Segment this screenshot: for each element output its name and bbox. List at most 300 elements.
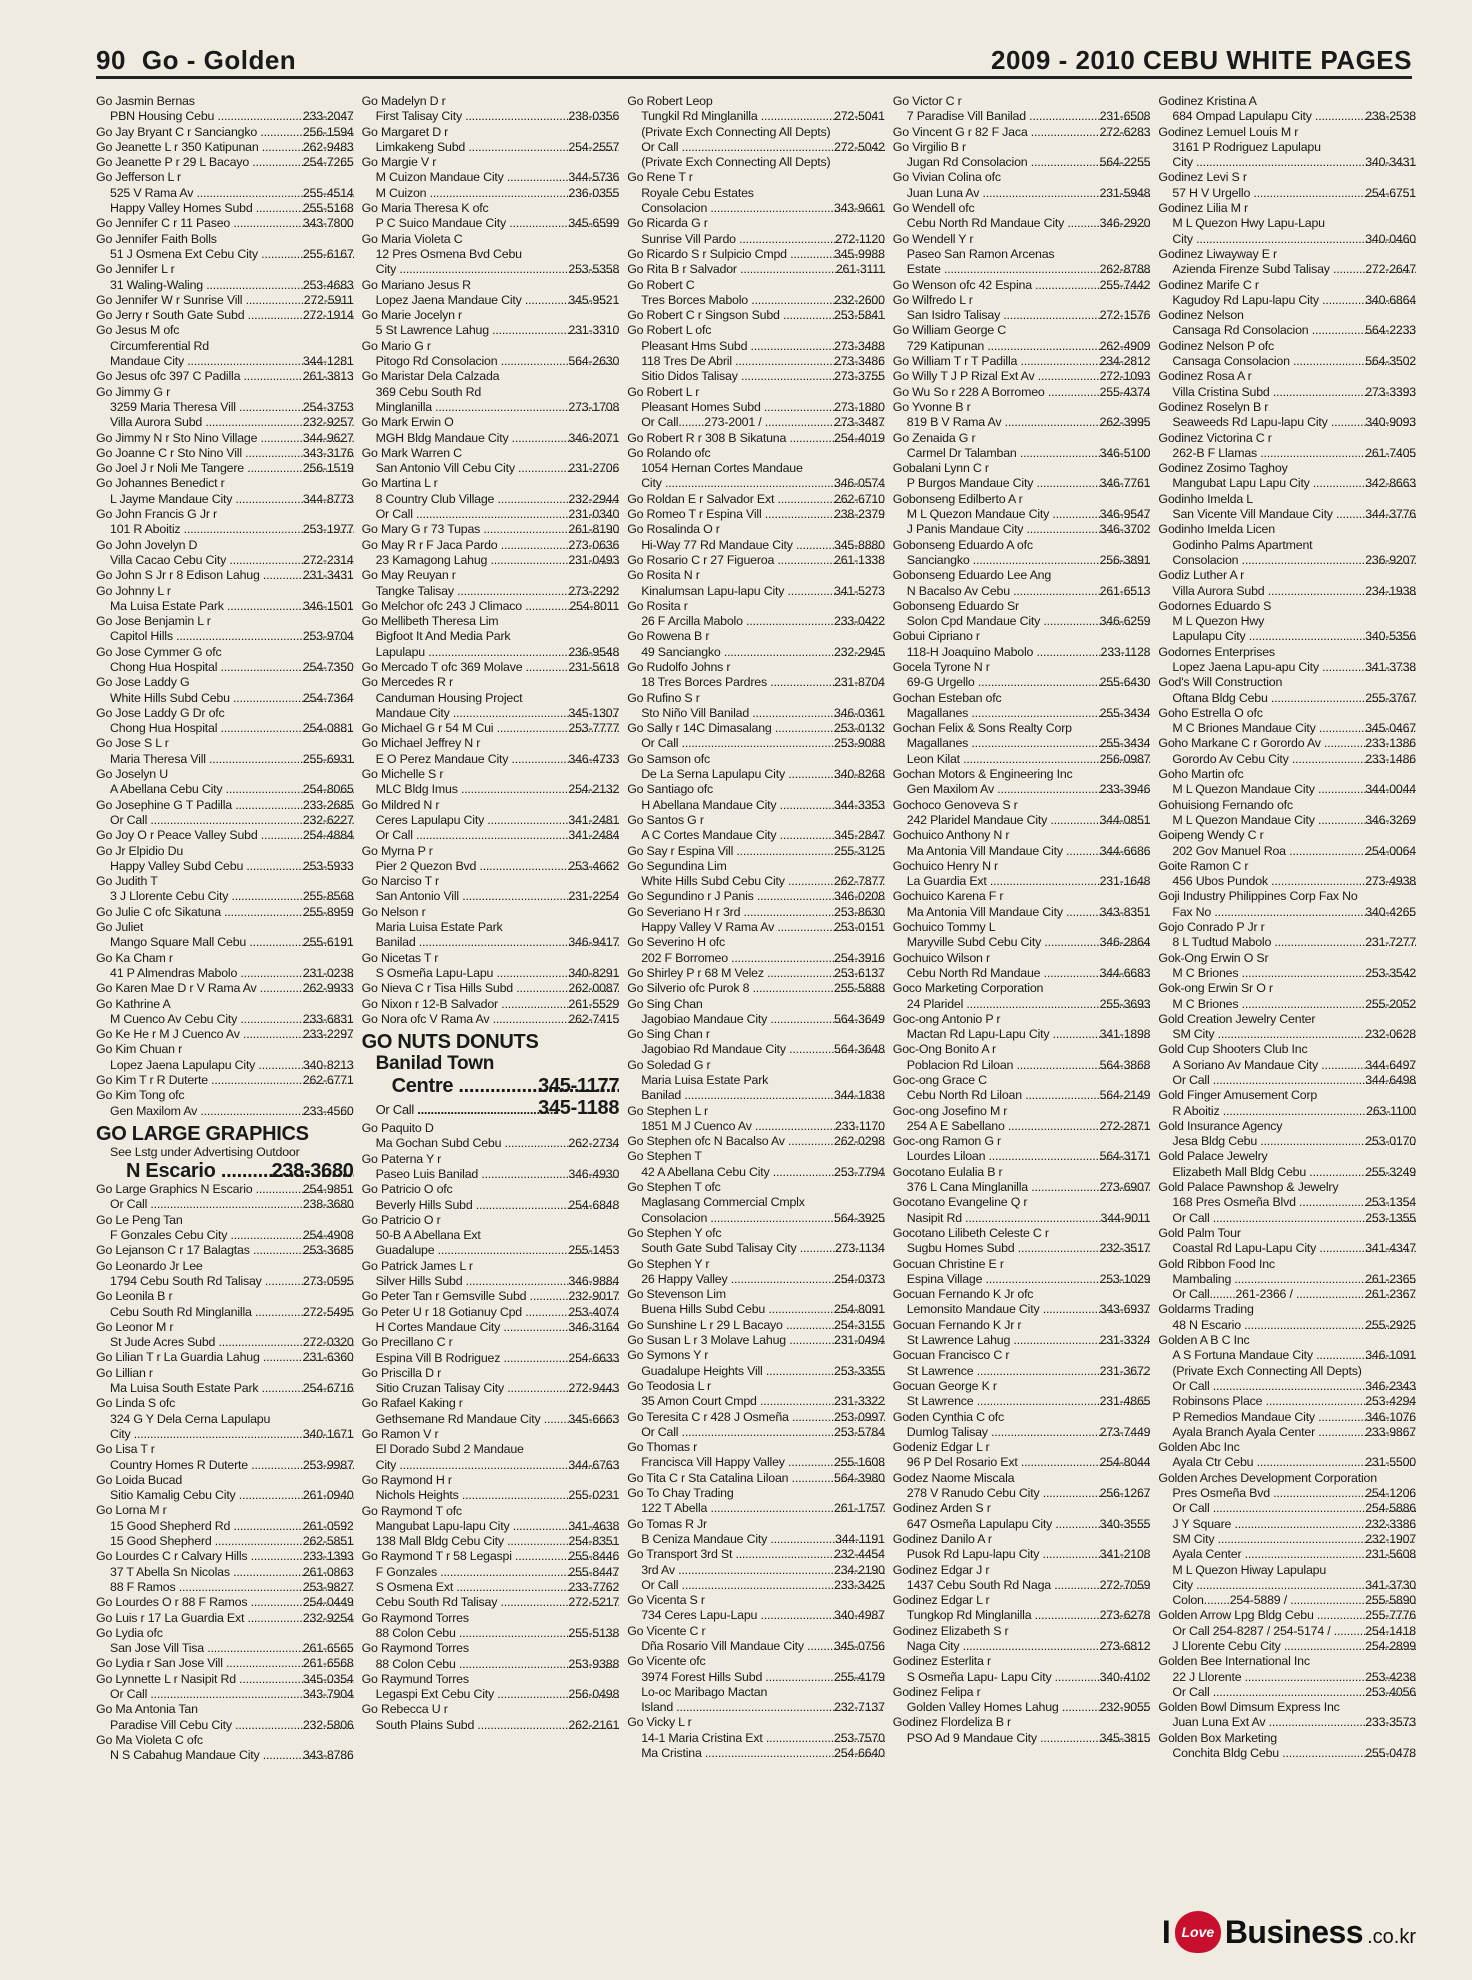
phone-number: 233-1393 bbox=[302, 1549, 354, 1564]
listing-text: 819 B V Rama Av ..... bbox=[907, 415, 1151, 429]
listing-text: Mangubat Lapu-lapu City ..... bbox=[376, 1519, 620, 1533]
listing-subentry bbox=[96, 1412, 354, 1427]
listing-text: Go Stephen L r bbox=[627, 1103, 708, 1118]
phone-number: 253-4294 bbox=[1365, 1394, 1416, 1409]
listing-subentry bbox=[627, 232, 885, 247]
listing-entry bbox=[96, 1442, 354, 1457]
phone-number: 344-0044 bbox=[1365, 782, 1416, 797]
listing-subentry bbox=[627, 1578, 885, 1593]
listing-entry bbox=[96, 1259, 354, 1274]
listing-text: Pleasant Homes Subd ..... bbox=[641, 400, 885, 414]
listing-text: Go Teodosia L r bbox=[627, 1378, 711, 1393]
phone-number: 231-0494 bbox=[834, 1333, 885, 1348]
listing-text: Or Call ..... bbox=[376, 1102, 557, 1117]
phone-number: 340-6864 bbox=[1365, 292, 1416, 307]
listing-subentry bbox=[96, 1381, 354, 1396]
listing-text: South Plains Subd ..... bbox=[376, 1718, 620, 1732]
listing-text: Godinez Marife C r bbox=[1158, 277, 1259, 292]
listing-text: Go Sing Chan bbox=[627, 996, 703, 1011]
listing-text: Go Jerry r South Gate Subd ..... bbox=[96, 308, 354, 322]
listing-entry bbox=[627, 1287, 885, 1302]
listing-subentry bbox=[627, 706, 885, 721]
phone-number: 255-6430 bbox=[1099, 675, 1151, 690]
phone-number: 253-0151 bbox=[834, 920, 885, 935]
listing-text: Mandaue City ..... bbox=[376, 706, 620, 720]
listing-subentry bbox=[362, 1657, 620, 1672]
listing-text: Ma Cristina ..... bbox=[641, 1746, 885, 1760]
listing-entry bbox=[1158, 889, 1416, 904]
listing-text: Banilad ..... bbox=[641, 1088, 885, 1102]
listing-text: City ..... bbox=[110, 1427, 354, 1441]
phone-number: 254-8351 bbox=[568, 1534, 620, 1549]
listing-text: St Lawrence ..... bbox=[907, 1364, 1151, 1378]
phone-number: 272-9443 bbox=[568, 1381, 620, 1396]
listing-text: City ..... bbox=[1172, 232, 1416, 246]
listing-text: Go Michael Jeffrey N r bbox=[361, 736, 481, 751]
listing-text: Maglasang Commercial Cmplx bbox=[641, 1195, 805, 1210]
listing-text: 1851 M J Cuenco Av ..... bbox=[641, 1119, 885, 1133]
listing-text: Or Call ..... bbox=[641, 1578, 885, 1592]
listing-text: Consolacion ..... bbox=[641, 201, 885, 215]
listing-entry bbox=[893, 1654, 1151, 1669]
listing-subentry bbox=[96, 599, 354, 614]
phone-number: 345-0756 bbox=[834, 1638, 885, 1653]
phone-number: 346-2864 bbox=[1099, 935, 1151, 950]
listing-entry bbox=[627, 553, 885, 568]
listing-text: Gochan Motors & Engineering Inc bbox=[892, 767, 1073, 782]
listing-subentry bbox=[1158, 1670, 1416, 1685]
phone-number: 346-1076 bbox=[1365, 1409, 1416, 1424]
listing-text: Magallanes ..... bbox=[907, 706, 1151, 720]
listing-column-4 bbox=[893, 94, 1151, 1884]
listing-entry bbox=[627, 1654, 885, 1669]
listing-text: Go Lydia ofc bbox=[96, 1625, 163, 1640]
listing-entry bbox=[362, 369, 620, 384]
listing-entry bbox=[627, 1593, 885, 1608]
phone-number: 262-7877 bbox=[834, 874, 885, 889]
listing-entry bbox=[893, 920, 1151, 935]
header-left bbox=[96, 45, 296, 76]
phone-number: 345-6663 bbox=[568, 1411, 620, 1426]
listing-subentry bbox=[627, 1639, 885, 1654]
listing-text: Go Stephen T ofc bbox=[627, 1180, 721, 1195]
listing-text: Go Shirley P r 68 M Velez ..... bbox=[627, 966, 885, 980]
listing-entry bbox=[627, 1440, 885, 1455]
listing-text: Ma Antonia Vill Mandaue City ..... bbox=[907, 844, 1151, 858]
listing-subentry bbox=[362, 859, 620, 874]
phone-number: 341-4638 bbox=[568, 1518, 620, 1533]
listing-entry bbox=[627, 446, 885, 461]
listing-text: Go Leonor M r bbox=[96, 1319, 174, 1334]
listing-entry bbox=[362, 568, 620, 583]
phone-number: 343-7904 bbox=[302, 1686, 354, 1701]
listing-subentry bbox=[1158, 262, 1416, 277]
phone-number: 343-7800 bbox=[302, 216, 354, 231]
listing-subentry bbox=[1158, 1501, 1416, 1516]
phone-number: 253-9704 bbox=[302, 629, 354, 644]
phone-number: 272-0320 bbox=[302, 1335, 354, 1350]
listing-entry bbox=[627, 844, 885, 859]
bold-listing-address bbox=[362, 1075, 620, 1097]
phone-number: 272-1914 bbox=[302, 308, 354, 323]
listing-text: 35 Amon Court Cmpd ..... bbox=[641, 1394, 885, 1408]
listing-entry bbox=[893, 859, 1151, 874]
listing-text: 369 Cebu South Rd bbox=[375, 384, 482, 399]
listing-entry bbox=[96, 1350, 354, 1365]
listing-entry bbox=[96, 1042, 354, 1057]
phone-number: 346-3702 bbox=[1099, 522, 1151, 537]
listing-entry bbox=[893, 201, 1151, 216]
phone-number: 232-2945 bbox=[834, 644, 885, 659]
listing-subentry bbox=[893, 507, 1151, 522]
listing-text: Or Call ..... bbox=[110, 813, 354, 827]
listing-text: Go Roldan E r Salvador Ext ..... bbox=[627, 492, 885, 506]
phone-number: 261-2367 bbox=[1365, 1287, 1416, 1302]
phone-number: 255-3693 bbox=[1099, 996, 1151, 1011]
listing-subentry bbox=[893, 262, 1151, 277]
listing-text: Go Mildred N r bbox=[361, 797, 440, 812]
listing-subentry bbox=[96, 415, 354, 430]
listing-text: 456 Ubos Pundok ..... bbox=[1172, 874, 1416, 888]
listing-subentry bbox=[627, 293, 885, 308]
listing-entry bbox=[893, 125, 1151, 140]
listing-text: Go Jeanette P r 29 L Bacayo ..... bbox=[96, 155, 354, 169]
phone-number: 232-3517 bbox=[1099, 1241, 1151, 1256]
listing-text: Go Juliet bbox=[96, 920, 144, 935]
phone-number: 346-7761 bbox=[1099, 476, 1151, 491]
listing-text: Go Vincent G r 82 F Jaca ..... bbox=[893, 125, 1151, 139]
listing-text: Go Nora ofc V Rama Av ..... bbox=[362, 1012, 620, 1026]
listing-text: Go Raymond H r bbox=[361, 1472, 452, 1487]
listing-text: Go Raymond T ofc bbox=[361, 1503, 462, 1518]
listing-entry bbox=[96, 981, 354, 996]
listing-entry bbox=[627, 599, 885, 614]
listing-text: Gocotano Evangeline Q r bbox=[892, 1195, 1028, 1210]
phone-number: 273-3488 bbox=[834, 338, 885, 353]
listing-subentry bbox=[362, 431, 620, 446]
listing-text: Or Call ..... bbox=[641, 736, 885, 750]
phone-number: 254-2899 bbox=[1365, 1638, 1416, 1653]
listing-entry bbox=[1158, 767, 1416, 782]
listing-text: Godinez Nelson P ofc bbox=[1158, 338, 1274, 353]
listing-text: Go Willy T J P Rizal Ext Av ..... bbox=[893, 369, 1151, 383]
listing-subentry bbox=[96, 660, 354, 675]
phone-number: 272-1576 bbox=[1099, 308, 1151, 323]
listing-text: Or Call ..... bbox=[641, 140, 885, 154]
listing-text: Gochuico Tommy L bbox=[892, 920, 996, 935]
listing-subentry bbox=[96, 1488, 354, 1503]
listing-text: Maria Luisa Estate Park bbox=[375, 920, 503, 935]
logo-business: Business bbox=[1224, 1913, 1364, 1950]
listing-text: Go Robert Leop bbox=[627, 94, 713, 108]
phone-number: 344-6497 bbox=[1365, 1057, 1416, 1072]
listing-text: Go Mellibeth Theresa Lim bbox=[361, 614, 499, 629]
phone-number: 255-5168 bbox=[302, 201, 354, 216]
listing-columns bbox=[96, 94, 1416, 1884]
listing-entry bbox=[362, 1121, 620, 1136]
listing-entry bbox=[893, 492, 1151, 507]
listing-entry bbox=[96, 675, 354, 690]
phone-number: 346-4733 bbox=[568, 751, 620, 766]
phone-number: 232-6227 bbox=[302, 812, 354, 827]
listing-entry bbox=[362, 278, 620, 293]
listing-subentry bbox=[362, 1412, 620, 1427]
listing-text: Godinez Arden S r bbox=[892, 1501, 991, 1516]
listing-entry bbox=[362, 614, 620, 629]
listing-text: Go Precillano C r bbox=[361, 1335, 453, 1350]
listing-text: Gochoco Genoveva S r bbox=[892, 797, 1018, 812]
listing-text: 88 Colon Cebu ..... bbox=[376, 1657, 620, 1671]
phone-number: 254-8065 bbox=[302, 782, 354, 797]
listing-text: P C Suico Mandaue City ..... bbox=[376, 216, 620, 230]
phone-number: 255-3249 bbox=[1365, 1164, 1416, 1179]
listing-text: Sto Niño Vill Banilad ..... bbox=[641, 706, 885, 720]
listing-entry bbox=[362, 1473, 620, 1488]
listing-subentry bbox=[96, 278, 354, 293]
listing-entry bbox=[96, 997, 354, 1012]
listing-text: Go Stephen Y r bbox=[627, 1256, 710, 1271]
listing-text: Go Ramon V r bbox=[361, 1427, 439, 1442]
listing-text: Leon Kilat ..... bbox=[907, 752, 1151, 766]
listing-text: Buena Hills Subd Cebu ..... bbox=[641, 1302, 885, 1316]
listing-entry bbox=[893, 1226, 1151, 1241]
listing-text: SM City ..... bbox=[1172, 1532, 1416, 1546]
listing-text: Mangubat Lapu Lapu City ..... bbox=[1172, 476, 1416, 490]
listing-text: Godiz Luther A r bbox=[1158, 568, 1245, 583]
listing-entry bbox=[362, 767, 620, 782]
listing-text: Azienda Firenze Subd Talisay ..... bbox=[1172, 262, 1416, 276]
phone-number: 344-9627 bbox=[302, 430, 354, 445]
listing-text: MGH Bldg Mandaue City ..... bbox=[376, 431, 620, 445]
listing-subentry bbox=[627, 1746, 885, 1761]
phone-number: 261-7405 bbox=[1365, 445, 1416, 460]
listing-subentry bbox=[362, 1565, 620, 1580]
listing-entry bbox=[362, 844, 620, 859]
listing-text: 7 Paradise Vill Banilad ..... bbox=[907, 109, 1151, 123]
listing-subentry bbox=[1158, 614, 1416, 629]
phone-number: 232-1907 bbox=[1365, 1531, 1416, 1546]
listing-subentry bbox=[627, 1685, 885, 1700]
listing-text: Tungkil Rd Minglanilla ..... bbox=[641, 109, 885, 123]
listing-text: M C Briones ..... bbox=[1172, 997, 1416, 1011]
phone-number: 262-6771 bbox=[302, 1073, 354, 1087]
listing-text: Goc-ong Antonio P r bbox=[892, 1011, 1001, 1026]
phone-number: 253-6137 bbox=[834, 965, 885, 980]
listing-text: Go Kim T r R Duterte ..... bbox=[96, 1073, 354, 1087]
listing-text: Happy Valley Homes Subd ..... bbox=[110, 201, 354, 215]
listing-subentry bbox=[627, 125, 885, 140]
listing-entry bbox=[362, 339, 620, 354]
listing-entry bbox=[1158, 1700, 1416, 1715]
listing-text: 24 Plaridel ..... bbox=[907, 997, 1151, 1011]
listing-subentry bbox=[362, 262, 620, 277]
listing-entry bbox=[1158, 1119, 1416, 1134]
listing-text: Go Jose Laddy G bbox=[96, 675, 190, 690]
phone-number: 232-5806 bbox=[302, 1717, 354, 1732]
listing-text: 122 T Abella ..... bbox=[641, 1501, 885, 1515]
listing-entry bbox=[1158, 568, 1416, 583]
listing-text: Elizabeth Mall Bldg Cebu ..... bbox=[1172, 1165, 1416, 1179]
listing-text: Beverly Hills Subd ..... bbox=[376, 1198, 620, 1212]
listing-subentry bbox=[1158, 1547, 1416, 1562]
listing-entry bbox=[893, 1348, 1151, 1363]
listing-entry bbox=[627, 1379, 885, 1394]
listing-subentry bbox=[1158, 1685, 1416, 1700]
listing-text: Colon........254-5889 / ..... bbox=[1172, 1593, 1416, 1607]
listing-text: Go Joselyn U bbox=[96, 767, 168, 782]
listing-text: Godeniz Edgar L r bbox=[892, 1440, 990, 1455]
listing-subentry bbox=[627, 874, 885, 889]
listing-entry bbox=[362, 1366, 620, 1381]
listing-entry bbox=[1158, 1333, 1416, 1348]
listing-subentry bbox=[96, 1335, 354, 1350]
listing-text: Cebu North Rd Mandaue City ..... bbox=[907, 216, 1151, 230]
listing-text: Go Jay Bryant C r Sanciangko ..... bbox=[96, 125, 354, 139]
phone-number: 341-2484 bbox=[568, 828, 620, 843]
listing-subentry bbox=[627, 798, 885, 813]
listing-entry bbox=[893, 323, 1151, 338]
listing-text: Godinez Danilo A r bbox=[892, 1531, 992, 1546]
phone-number: 340-1671 bbox=[302, 1426, 354, 1441]
listing-text: Cebu North Rd Mandaue ..... bbox=[907, 966, 1151, 980]
listing-entry bbox=[627, 1180, 885, 1195]
listing-subentry bbox=[96, 889, 354, 904]
listing-text: 254 A E Sabellano ..... bbox=[907, 1119, 1151, 1133]
phone-number: 254-8011 bbox=[569, 598, 620, 613]
listing-subentry bbox=[96, 782, 354, 797]
listing-entry bbox=[627, 1257, 885, 1272]
phone-number: 346-1501 bbox=[302, 598, 354, 613]
phone-number: 254-6848 bbox=[568, 1197, 620, 1212]
bold-listing-name bbox=[362, 1031, 620, 1053]
listing-entry bbox=[1158, 1608, 1416, 1623]
listing-entry bbox=[893, 1715, 1151, 1730]
phone-number: 233-3946 bbox=[1099, 782, 1151, 797]
phone-number: 254-5886 bbox=[1365, 1501, 1416, 1516]
phone-number: 344-1281 bbox=[302, 354, 354, 369]
listing-text: MLC Bldg Imus ..... bbox=[376, 782, 620, 796]
listing-text: 48 N Escario ..... bbox=[1172, 1318, 1416, 1332]
listing-column-2 bbox=[362, 94, 620, 1884]
phone-number: 231-6508 bbox=[1099, 109, 1151, 124]
listing-entry bbox=[893, 1501, 1151, 1516]
listing-subentry bbox=[627, 1364, 885, 1379]
phone-number: 346-9417 bbox=[568, 935, 620, 950]
phone-number: 253-0170 bbox=[1365, 1134, 1416, 1149]
listing-text: Sunrise Vill Pardo ..... bbox=[641, 232, 885, 246]
listing-text: 88 Colon Cebu ..... bbox=[376, 1626, 620, 1640]
listing-entry bbox=[1158, 522, 1416, 537]
listing-subentry bbox=[362, 170, 620, 185]
listing-text: Ma Luisa Estate Park ..... bbox=[110, 599, 354, 613]
listing-subentry bbox=[96, 492, 354, 507]
phone-number: 238-2538 bbox=[1365, 109, 1416, 124]
bold-listing-alt-phone bbox=[362, 1097, 620, 1121]
listing-subentry bbox=[362, 186, 620, 201]
listing-entry bbox=[96, 323, 354, 338]
listing-text: Go Patricio O ofc bbox=[361, 1182, 453, 1197]
phone-number: 231-5618 bbox=[568, 659, 620, 674]
listing-subentry bbox=[96, 1534, 354, 1549]
listing-text: Go Julie C ofc Sikatuna ..... bbox=[96, 905, 354, 919]
phone-number: 233-0422 bbox=[834, 614, 885, 629]
listing-text: Sitio Cruzan Talisay City ..... bbox=[376, 1381, 620, 1395]
listing-text: Legaspi Ext Cebu City ..... bbox=[376, 1687, 620, 1701]
listing-text: J Y Square ..... bbox=[1172, 1517, 1416, 1531]
listing-subentry bbox=[362, 1167, 620, 1182]
listing-entry bbox=[1158, 675, 1416, 690]
listing-text: Go Mary G r 73 Tupas ..... bbox=[362, 522, 620, 536]
phone-number: 273-0636 bbox=[568, 537, 620, 552]
listing-subentry bbox=[627, 767, 885, 782]
listing-text: Gorordo Av Cebu City ..... bbox=[1172, 752, 1416, 766]
listing-subentry bbox=[362, 828, 620, 843]
phone-number: 564-2233 bbox=[1365, 323, 1416, 338]
phone-number: 253-7570 bbox=[834, 1730, 885, 1745]
listing-text: Go Jose S L r bbox=[96, 736, 169, 751]
listing-text: Gochan Felix & Sons Realty Corp bbox=[892, 721, 1072, 736]
listing-entry bbox=[893, 232, 1151, 247]
listing-entry bbox=[1158, 431, 1416, 446]
listing-entry bbox=[96, 1289, 354, 1304]
listing-entry bbox=[362, 1012, 620, 1027]
listing-entry bbox=[627, 935, 885, 950]
listing-text: Gold Palace Jewelry bbox=[1158, 1149, 1268, 1164]
listing-text: Go Rudolfo Johns r bbox=[627, 659, 731, 674]
phone-number: 346-9547 bbox=[1099, 507, 1151, 522]
listing-entry bbox=[96, 614, 354, 629]
listing-text: P Remedios Mandaue City ..... bbox=[1172, 1410, 1416, 1424]
listing-subentry bbox=[1158, 1058, 1416, 1073]
listing-entry bbox=[893, 431, 1151, 446]
listing-text: Gochuico Wilson r bbox=[892, 950, 990, 965]
phone-number: 273-1708 bbox=[568, 399, 620, 414]
phone-number: 564-3649 bbox=[834, 1011, 885, 1026]
listing-entry bbox=[627, 308, 885, 323]
listing-entry bbox=[893, 1165, 1151, 1180]
listing-subentry bbox=[1158, 1563, 1416, 1578]
phone-number: 272-5042 bbox=[834, 139, 885, 154]
listing-text: Go Victor C r bbox=[892, 94, 962, 108]
listing-text: La Guardia Ext ..... bbox=[907, 874, 1151, 888]
listing-entry bbox=[627, 1471, 885, 1486]
phone-number: 262-8788 bbox=[1099, 262, 1151, 277]
listing-text: Go Rowena B r bbox=[627, 629, 710, 644]
listing-subentry bbox=[893, 1547, 1151, 1562]
phone-number: 255-3767 bbox=[1365, 690, 1416, 705]
listing-entry bbox=[627, 1486, 885, 1501]
phone-number: 233-1170 bbox=[834, 1118, 885, 1133]
phone-number: 261-8190 bbox=[568, 522, 620, 537]
listing-subentry bbox=[627, 828, 885, 843]
listing-subentry bbox=[893, 706, 1151, 721]
listing-entry bbox=[96, 461, 354, 476]
phone-number: 255-3434 bbox=[1099, 736, 1151, 751]
listing-entry bbox=[362, 125, 620, 140]
listing-entry bbox=[627, 691, 885, 706]
listing-text: Bigfoot It And Media Park bbox=[375, 629, 511, 644]
phone-number: 273-6812 bbox=[1099, 1638, 1151, 1653]
listing-entry bbox=[96, 568, 354, 583]
listing-subentry bbox=[627, 1455, 885, 1470]
listing-text: Godinez Lemuel Louis M r bbox=[1158, 124, 1299, 139]
listing-entry bbox=[362, 1259, 620, 1274]
phone-number: 272-1120 bbox=[834, 231, 885, 246]
listing-text: Go Zenaida G r bbox=[892, 430, 976, 445]
listing-text: Go Ke He r M J Cuenco Av ..... bbox=[96, 1027, 354, 1041]
phone-number: 346-2071 bbox=[568, 430, 620, 445]
phone-number: 254-6716 bbox=[302, 1381, 354, 1396]
